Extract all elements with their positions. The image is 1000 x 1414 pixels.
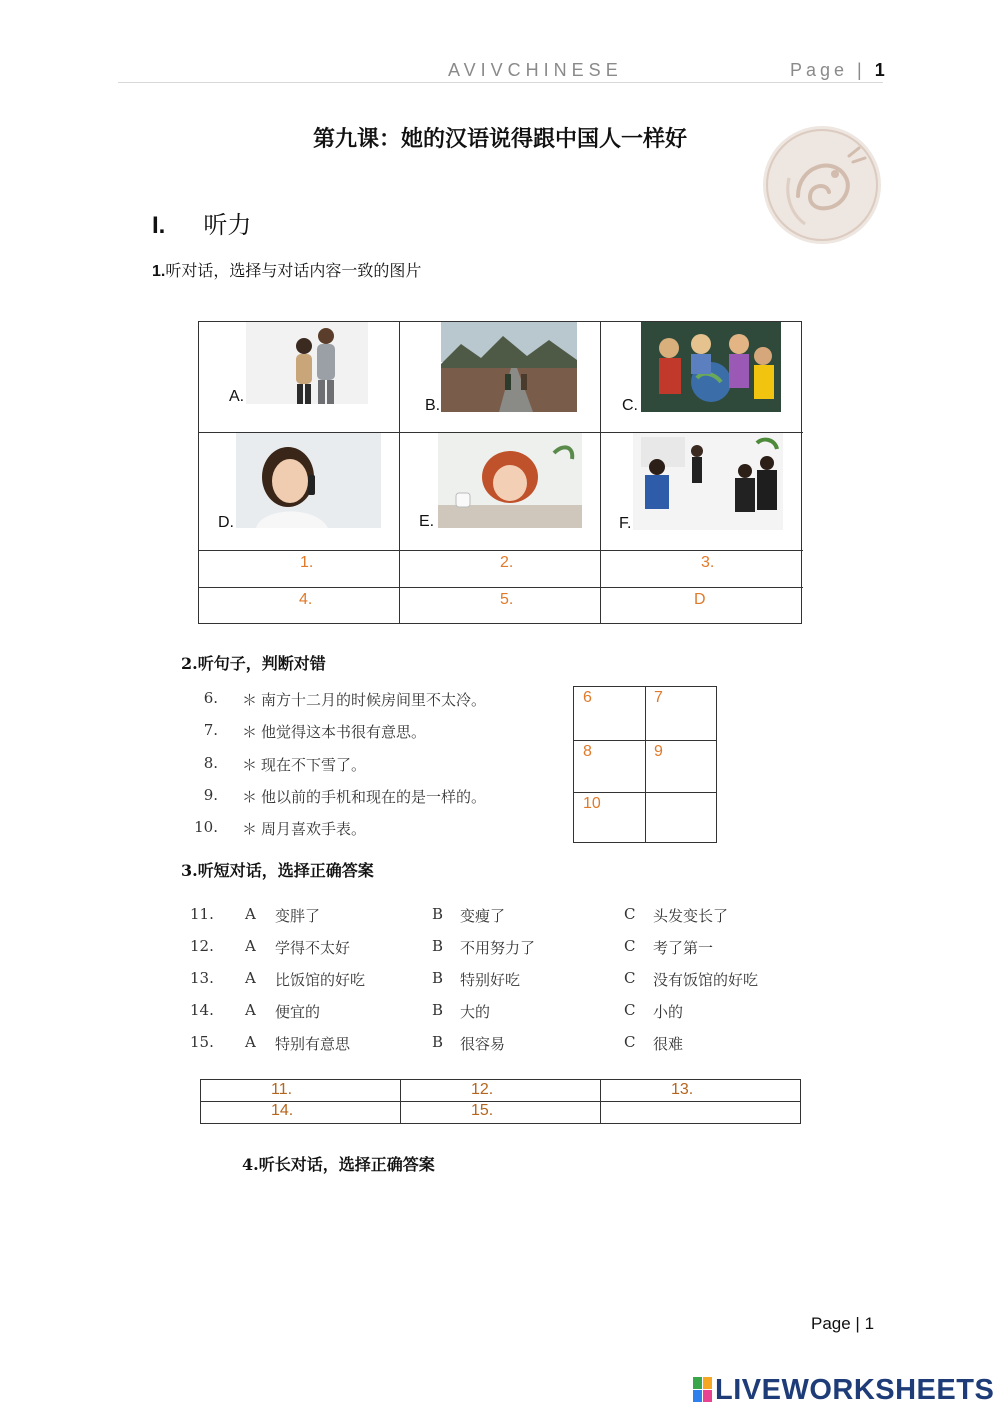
tf-answer-cell[interactable]: 9	[646, 741, 717, 793]
picture-label: D.	[218, 514, 234, 531]
picture-label: C.	[622, 397, 638, 414]
section-heading: I. 听力	[152, 211, 252, 239]
question-1-prompt: 1.听对话，选择与对话内容一致的图片	[152, 261, 422, 280]
answer-cell[interactable]: D	[694, 591, 706, 608]
tired-woman-photo-icon	[438, 433, 582, 528]
choice-row: 15. A 特别有意思 B 很容易 C 很难	[190, 1033, 684, 1053]
choice-answer-cell[interactable]: 15.	[401, 1102, 601, 1123]
presentation-photo-icon	[633, 433, 783, 530]
choice-row: 12. A 学得不太好 B 不用努力了 C 考了第一	[190, 937, 714, 957]
header-brand: AVIVCHINESE	[448, 60, 623, 80]
dragon-logo-icon	[763, 126, 881, 244]
choice-answer-cell[interactable]: 13.	[601, 1080, 800, 1102]
woman-phone-photo-icon	[236, 433, 381, 528]
answer-cell[interactable]: 1.	[199, 551, 400, 588]
true-false-grid	[573, 686, 717, 843]
header-divider	[118, 82, 883, 83]
answer-cell[interactable]: 2.	[400, 551, 601, 588]
page-title: 第九课：她的汉语说得跟中国人一样好	[312, 126, 687, 152]
question-4-prompt: 4.听长对话，选择正确答案	[242, 1155, 435, 1174]
picture-cell-b	[400, 322, 601, 433]
picture-cell-d	[199, 433, 400, 551]
kids-globe-photo-icon	[641, 322, 781, 412]
question-2-prompt: 2.听句子，判断对错	[181, 654, 326, 673]
choice-answer-grid	[200, 1079, 801, 1124]
live-badge-icon	[693, 1377, 713, 1403]
tf-answer-cell[interactable]	[646, 793, 717, 842]
picture-label: B.	[425, 397, 441, 414]
answer-cell[interactable]: 5.	[400, 588, 601, 624]
picture-label: F.	[619, 515, 632, 532]
hikers-photo-icon	[441, 322, 577, 412]
tf-answer-cell[interactable]: 7	[646, 687, 717, 741]
choice-answer-cell[interactable]: 12.	[401, 1080, 601, 1102]
picture-cell-e	[400, 433, 601, 551]
choice-row: 11. A 变胖了 B 变瘦了 C 头发变长了	[190, 905, 729, 925]
picture-cell-a	[199, 322, 400, 433]
question-3-prompt: 3.听短对话，选择正确答案	[181, 861, 374, 880]
tf-answer-cell[interactable]: 6	[574, 687, 646, 741]
picture-cell-f	[601, 433, 803, 551]
choice-answer-cell[interactable]: 14.	[201, 1102, 401, 1123]
footer-page-number: Page | 1	[811, 1314, 875, 1333]
choice-answer-cell[interactable]: 11.	[201, 1080, 401, 1102]
liveworksheets-wordmark: LIVEWORKSHEETS	[715, 1374, 995, 1406]
answer-cell[interactable]: 4.	[199, 588, 400, 624]
people-photo-icon	[246, 322, 368, 404]
choice-answer-cell[interactable]	[601, 1102, 800, 1123]
picture-cell-c	[601, 322, 803, 433]
tf-answer-cell[interactable]: 8	[574, 741, 646, 793]
choice-row: 13. A 比饭馆的好吃 B 特别好吃 C 没有饭馆的好吃	[190, 969, 759, 989]
header-page-number: Page | 1	[790, 60, 885, 80]
picture-label: E.	[419, 513, 435, 530]
picture-label: A.	[229, 388, 245, 405]
tf-answer-cell[interactable]: 10	[574, 793, 646, 842]
choice-row: 14. A 便宜的 B 大的 C 小的	[190, 1001, 684, 1021]
picture-grid	[198, 321, 802, 624]
answer-cell[interactable]: 3.	[601, 551, 803, 588]
